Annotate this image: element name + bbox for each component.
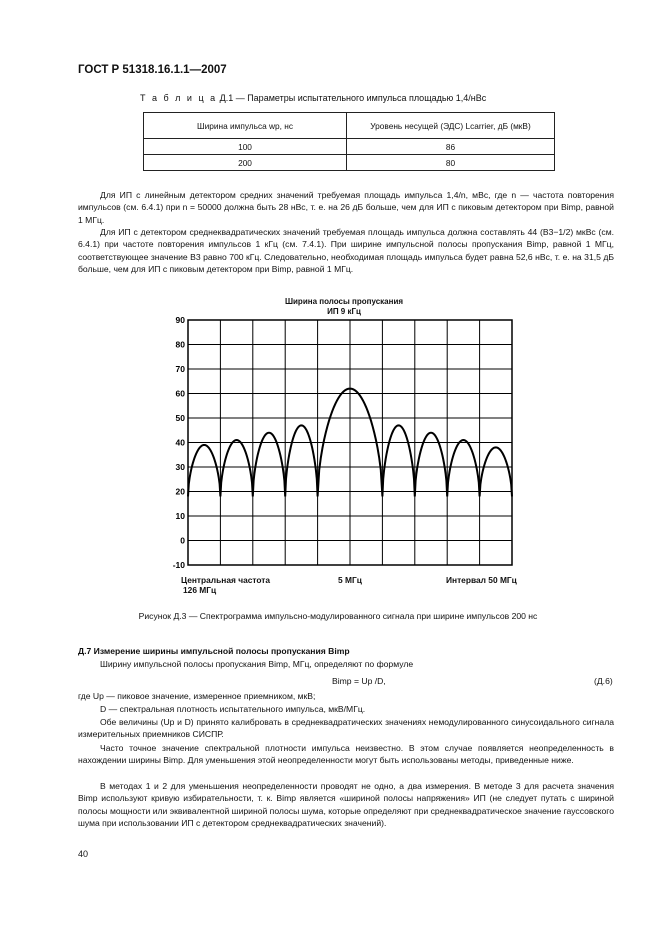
chart-y-ticks [173, 315, 186, 570]
y-tick-label: 90 [175, 315, 185, 325]
document-header: ГОСТ Р 51318.16.1.1—2007 [78, 64, 227, 76]
y-tick-label: 0 [180, 535, 185, 546]
table-row [144, 139, 555, 155]
figure-title-line2: ИП 9 кГц [327, 307, 361, 316]
y-tick-label: -10 [172, 560, 185, 570]
label-center-frequency [181, 575, 270, 595]
formula: Bimp = Up /D, [332, 676, 386, 686]
paragraph-linear-detector: Для ИП с линейным детектором средних значений требуемая площадь импульса 1,4/n, мВс, где n — частота повторения импульсов (см. 6.4.1) при n = 50000 должна быть 28 нВс, т. е. на 26 дБ больше, чем для ИП с пиковым детектором при Bimp, равной 1 МГц. [78, 190, 614, 225]
paragraph-rms-detector: Для ИП с детектором среднеквадратических значений требуемая площадь импульса должна составлять 44 (B3−1/2) мкВс (см. 6.4.1) при частоте повторения импульсов 1 кГц (см. 7.4.1). При ширине импульсной полосы пропускания Bimp, равной 1 МГц, соответствующее значение B3 равно 700 кГц. Следовательно, необходимая площадь импульса будет равна 52,6 нВс, т. е. на 31,5 дБ больше, чем для ИП с пиковым детектором при Bimp, равной 1 МГц. [78, 227, 614, 275]
section-heading: Д.7 Измерение ширины импульсной полосы пропускания Bimp [78, 646, 350, 656]
table-cell-level: 86 [347, 139, 555, 155]
y-tick-label: 80 [175, 339, 185, 350]
y-tick-label: 40 [175, 437, 185, 448]
table-header-level: Уровень несущей (ЭДС) Lcarrier, дБ (мкВ) [347, 113, 555, 139]
table-caption [140, 93, 486, 103]
table-caption-text: Д.1 — Параметры испытательного импульса площадью 1,4/нВс [217, 93, 487, 103]
where-up: где Up — пиковое значение, измеренное приемником, мкВ; [78, 691, 316, 701]
table-row [144, 155, 555, 171]
label-span-division: 5 МГц [338, 575, 362, 585]
table-header-row [144, 113, 555, 139]
table-caption-prefix: Т а б л и ц а [140, 93, 218, 103]
y-tick-label: 30 [175, 462, 185, 472]
page-number: 40 [78, 849, 89, 859]
figure-caption: Рисунок Д.3 — Спектрограмма импульсно-модулированного сигнала при ширине импульсов 200 нс [138, 611, 538, 621]
spectrogram-chart [164, 312, 534, 597]
table-header-width: Ширина импульса wp, нс [144, 113, 347, 139]
label-center-frequency-line1: Центральная частота [181, 575, 271, 585]
paragraph-calibration: Обе величины (Up и D) принято калибровать в среднеквадратических значениях немодулированного синусоидального сигнала измерительных приемников СИСПР. [78, 717, 614, 740]
equation-number: (Д.6) [594, 676, 613, 686]
table-cell-width: 200 [144, 155, 347, 171]
parameters-table [143, 112, 555, 171]
section-intro: Ширину импульсной полосы пропускания Bimp, МГц, определяют по формуле [100, 659, 414, 669]
paragraph-methods: В методах 1 и 2 для уменьшения неопределенности проводят не одно, а два измерения. В методе 3 для расчета значения Bimp используют кривую избирательности, т. к. Bimp является «шириной полосы напряжения» ИП (не следует путать с шириной полосы мощности или эквивалентной шириной полосы шума, которые определяют при среднеквадратическое значение гауссовского шума при использовании ИП с детектором среднеквадратических значений). [78, 781, 614, 829]
where-d: D — спектральная плотность испытательного импульса, мкВ/МГц. [100, 704, 366, 714]
y-tick-label: 20 [175, 486, 185, 497]
paragraph-uncertainty: Часто точное значение спектральной плотности импульса неизвестно. В этом случае появляется неопределенность в нахождении ширины Bimp. Для уменьшения этой неопределенности могут быть использованы методы, приведенные ниже. [78, 743, 614, 766]
figure-title-line1: Ширина полосы пропускания [284, 297, 404, 306]
table-cell-width: 100 [144, 139, 347, 155]
y-tick-label: 50 [175, 413, 185, 423]
y-tick-label: 10 [175, 511, 185, 521]
y-tick-label: 60 [175, 388, 185, 399]
label-center-frequency-line2: 126 МГц [183, 585, 217, 595]
chart-grid [188, 320, 512, 565]
table-cell-level: 80 [347, 155, 555, 171]
label-span-interval: Интервал 50 МГц [446, 575, 517, 585]
y-tick-label: 70 [175, 364, 185, 374]
